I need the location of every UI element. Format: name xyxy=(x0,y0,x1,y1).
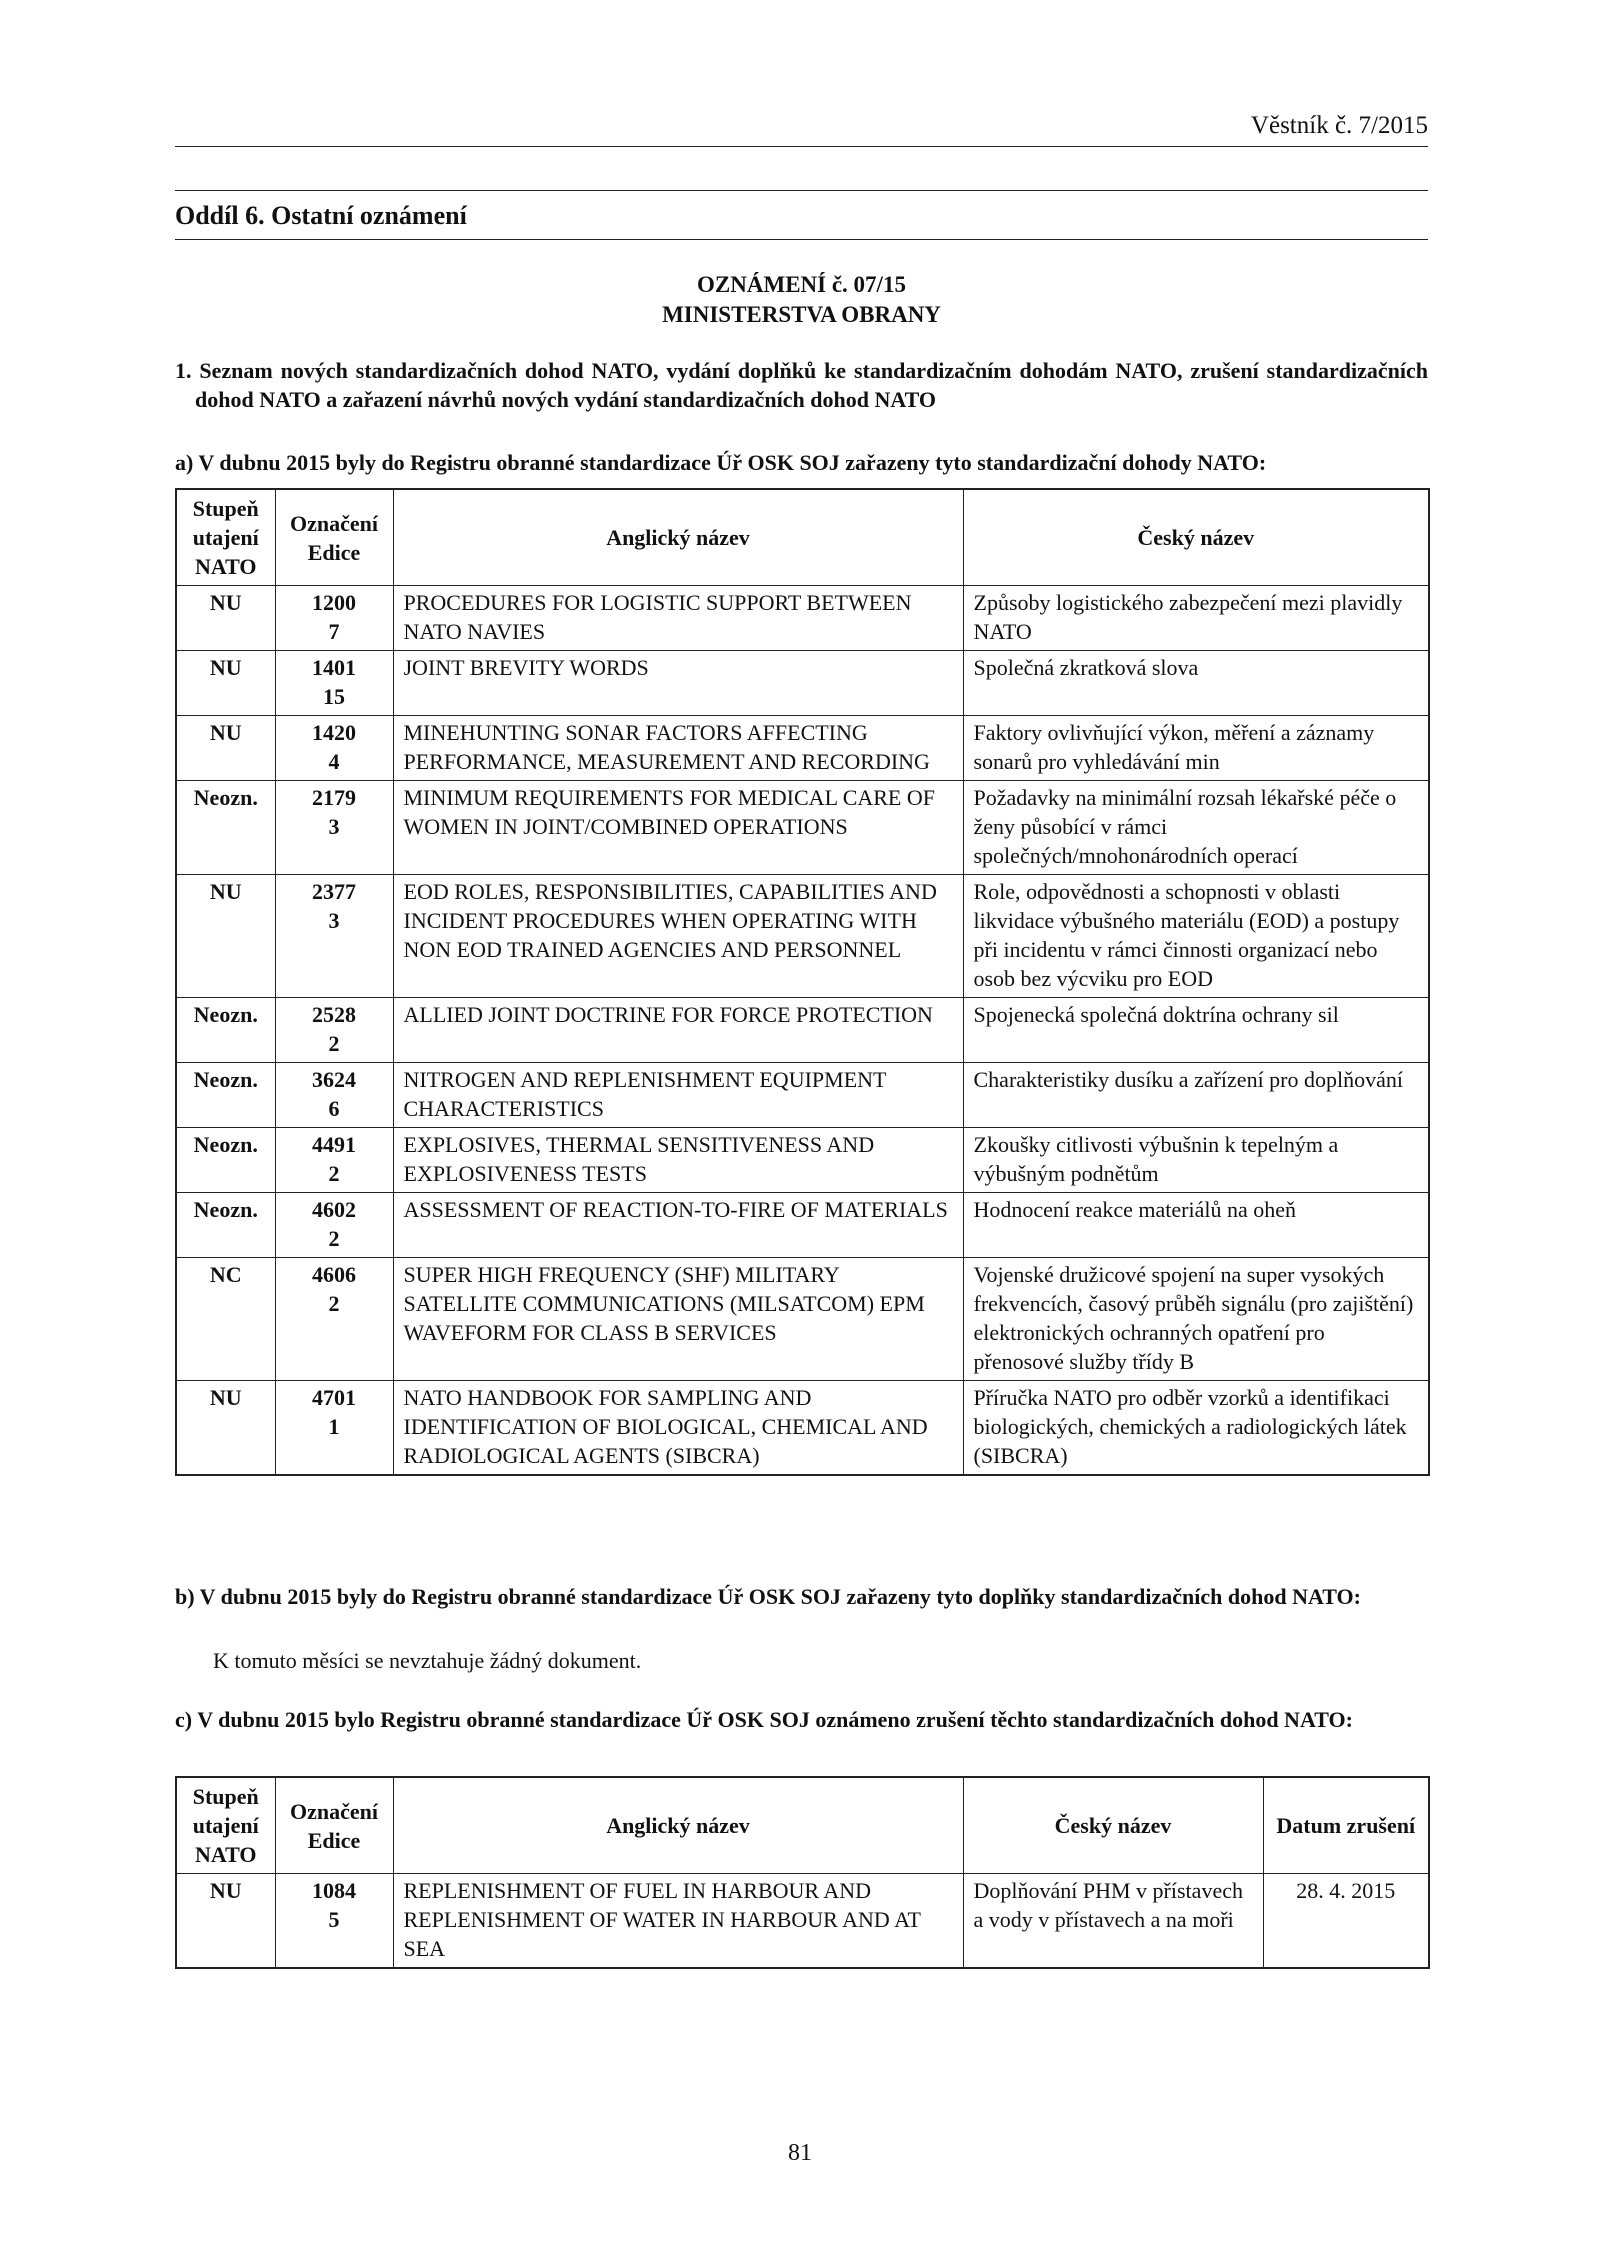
stanag-number: 2179 xyxy=(312,785,356,810)
cell-english-name: JOINT BREVITY WORDS xyxy=(393,651,963,716)
header-english-name: Anglický název xyxy=(393,489,963,586)
table-row xyxy=(176,651,1429,716)
cell-id-edition xyxy=(275,875,393,998)
header-level: Stupeň utajení NATO xyxy=(176,1777,275,1874)
edition-number: 6 xyxy=(328,1096,340,1121)
edition-number: 5 xyxy=(328,1907,340,1932)
edition-number: 2 xyxy=(328,1226,340,1251)
edition-number: 3 xyxy=(328,814,340,839)
cell-level: Neozn. xyxy=(176,1193,275,1258)
cell-czech-name: Hodnocení reakce materiálů na oheň xyxy=(963,1193,1429,1258)
table-row xyxy=(176,875,1429,998)
cell-id-edition xyxy=(275,1063,393,1128)
cell-id-edition xyxy=(275,716,393,781)
table-row xyxy=(176,781,1429,875)
announcement-heading xyxy=(175,270,1428,330)
cell-english-name: ASSESSMENT OF REACTION-TO-FIRE OF MATERIALS xyxy=(393,1193,963,1258)
cell-czech-name: Způsoby logistického zabezpečení mezi plavidly NATO xyxy=(963,586,1429,651)
stanag-number: 2377 xyxy=(312,879,356,904)
standards-table-a xyxy=(175,488,1430,1476)
cell-id-edition xyxy=(275,1381,393,1476)
cell-level: Neozn. xyxy=(176,781,275,875)
part-a-title: a) V dubnu 2015 byly do Registru obranné standardizace Úř OSK SOJ zařazeny tyto standardizační dohody NATO: xyxy=(175,450,1267,475)
edition-number: 3 xyxy=(328,908,340,933)
cell-level: NC xyxy=(176,1258,275,1381)
table-row xyxy=(176,998,1429,1063)
cell-level: NU xyxy=(176,1381,275,1476)
table-a-body xyxy=(176,586,1429,1476)
cell-id-edition xyxy=(275,1258,393,1381)
cell-english-name: REPLENISHMENT OF FUEL IN HARBOUR AND REPLENISHMENT OF WATER IN HARBOUR AND AT SEA xyxy=(393,1874,963,1969)
edition-number: 1 xyxy=(328,1414,340,1439)
stanag-number: 1200 xyxy=(312,590,356,615)
table-c-body xyxy=(176,1874,1429,1969)
edition-number: 2 xyxy=(328,1031,340,1056)
stanag-number: 1420 xyxy=(312,720,356,745)
cell-level: NU xyxy=(176,586,275,651)
stanag-number: 4602 xyxy=(312,1197,356,1222)
cell-english-name: MINEHUNTING SONAR FACTORS AFFECTING PERFORMANCE, MEASUREMENT AND RECORDING xyxy=(393,716,963,781)
edition-number: 15 xyxy=(323,684,345,709)
cell-id-edition xyxy=(275,1874,393,1969)
cell-english-name: NATO HANDBOOK FOR SAMPLING AND IDENTIFICATION OF BIOLOGICAL, CHEMICAL AND RADIOLOGICAL AGENTS (SIBCRA) xyxy=(393,1381,963,1476)
header-czech-name: Český název xyxy=(963,489,1429,586)
stanag-number: 2528 xyxy=(312,1002,356,1027)
cell-level: NU xyxy=(176,716,275,781)
cell-id-edition xyxy=(275,998,393,1063)
table-header-row xyxy=(176,1777,1429,1874)
header-level: Stupeň utajení NATO xyxy=(176,489,275,586)
table-row xyxy=(176,1874,1429,1969)
cell-english-name: EOD ROLES, RESPONSIBILITIES, CAPABILITIES AND INCIDENT PROCEDURES WHEN OPERATING WITH NON EOD TRAINED AGENCIES AND PERSONNEL xyxy=(393,875,963,998)
cell-level: Neozn. xyxy=(176,1128,275,1193)
cell-czech-name: Charakteristiky dusíku a zařízení pro doplňování xyxy=(963,1063,1429,1128)
heading-line-2: MINISTERSTVA OBRANY xyxy=(662,302,941,327)
cell-english-name: SUPER HIGH FREQUENCY (SHF) MILITARY SATELLITE COMMUNICATIONS (MILSATCOM) EPM WAVEFORM FOR CLASS B SERVICES xyxy=(393,1258,963,1381)
header-czech-name: Český název xyxy=(963,1777,1263,1874)
cell-czech-name: Příručka NATO pro odběr vzorků a identifikaci biologických, chemických a radiologických látek (SIBCRA) xyxy=(963,1381,1429,1476)
table-row xyxy=(176,1063,1429,1128)
edition-number: 2 xyxy=(328,1291,340,1316)
cell-cancel-date: 28. 4. 2015 xyxy=(1263,1874,1429,1969)
journal-header: Věstník č. 7/2015 xyxy=(175,110,1428,147)
cell-level: NU xyxy=(176,651,275,716)
section-title: Oddíl 6. Ostatní oznámení xyxy=(175,190,1428,240)
table-row xyxy=(176,586,1429,651)
table-row xyxy=(176,716,1429,781)
cell-czech-name: Faktory ovlivňující výkon, měření a záznamy sonarů pro vyhledávání min xyxy=(963,716,1429,781)
table-row xyxy=(176,1193,1429,1258)
cell-english-name: ALLIED JOINT DOCTRINE FOR FORCE PROTECTION xyxy=(393,998,963,1063)
cell-level: NU xyxy=(176,1874,275,1969)
header-id: Označení Edice xyxy=(275,1777,393,1874)
edition-number: 7 xyxy=(328,619,340,644)
cell-english-name: MINIMUM REQUIREMENTS FOR MEDICAL CARE OF WOMEN IN JOINT/COMBINED OPERATIONS xyxy=(393,781,963,875)
cell-level: Neozn. xyxy=(176,998,275,1063)
part-b-note: K tomuto měsíci se nevztahuje žádný dokument. xyxy=(213,1648,642,1673)
header-id: Označení Edice xyxy=(275,489,393,586)
cell-czech-name: Spojenecká společná doktrína ochrany sil xyxy=(963,998,1429,1063)
stanag-number: 4701 xyxy=(312,1385,356,1410)
part-c-title: c) V dubnu 2015 bylo Registru obranné standardizace Úř OSK SOJ oznámeno zrušení těchto standardizačních dohod NATO: xyxy=(175,1707,1353,1732)
edition-number: 4 xyxy=(328,749,340,774)
cell-id-edition xyxy=(275,651,393,716)
stanag-number: 1401 xyxy=(312,655,356,680)
heading-line-1: OZNÁMENÍ č. 07/15 xyxy=(697,272,906,297)
stanag-number: 1084 xyxy=(312,1878,356,1903)
header-english-name: Anglický název xyxy=(393,1777,963,1874)
cell-english-name: EXPLOSIVES, THERMAL SENSITIVENESS AND EXPLOSIVENESS TESTS xyxy=(393,1128,963,1193)
cell-id-edition xyxy=(275,781,393,875)
cell-id-edition xyxy=(275,1128,393,1193)
table-row xyxy=(176,1128,1429,1193)
cell-id-edition xyxy=(275,1193,393,1258)
cell-level: Neozn. xyxy=(176,1063,275,1128)
page-number: 81 xyxy=(788,2140,812,2166)
cell-id-edition xyxy=(275,586,393,651)
cell-english-name: NITROGEN AND REPLENISHMENT EQUIPMENT CHARACTERISTICS xyxy=(393,1063,963,1128)
table-header-row xyxy=(176,489,1429,586)
intro-text: 1. Seznam nových standardizačních dohod NATO, vydání doplňků ke standardizačním dohodám NATO, zrušení standardizačních dohod NATO a zařazení návrhů nových vydání standardizačních dohod NATO xyxy=(175,358,1428,412)
cell-czech-name: Požadavky na minimální rozsah lékařské péče o ženy působící v rámci společných/mnohonárodních operací xyxy=(963,781,1429,875)
standards-table-c xyxy=(175,1776,1430,1969)
edition-number: 2 xyxy=(328,1161,340,1186)
stanag-number: 3624 xyxy=(312,1067,356,1092)
stanag-number: 4491 xyxy=(312,1132,356,1157)
cell-czech-name: Doplňování PHM v přístavech a vody v přístavech a na moři xyxy=(963,1874,1263,1969)
table-row xyxy=(176,1258,1429,1381)
cell-czech-name: Vojenské družicové spojení na super vysokých frekvencích, časový průběh signálu (pro zajištění) elektronických ochranných opatření pro přenosové služby třídy B xyxy=(963,1258,1429,1381)
header-cancel-date: Datum zrušení xyxy=(1263,1777,1429,1874)
stanag-number: 4606 xyxy=(312,1262,356,1287)
cell-czech-name: Společná zkratková slova xyxy=(963,651,1429,716)
part-b-title: b) V dubnu 2015 byly do Registru obranné standardizace Úř OSK SOJ zařazeny tyto doplňky standardizačních dohod NATO: xyxy=(175,1584,1361,1609)
intro-paragraph xyxy=(175,356,1428,414)
cell-czech-name: Zkoušky citlivosti výbušnin k tepelným a výbušným podnětům xyxy=(963,1128,1429,1193)
cell-czech-name: Role, odpovědnosti a schopnosti v oblasti likvidace výbušného materiálu (EOD) a postupy při incidentu v rámci činnosti organizací nebo osob bez výcviku pro EOD xyxy=(963,875,1429,998)
table-row xyxy=(176,1381,1429,1476)
cell-english-name: PROCEDURES FOR LOGISTIC SUPPORT BETWEEN NATO NAVIES xyxy=(393,586,963,651)
cell-level: NU xyxy=(176,875,275,998)
